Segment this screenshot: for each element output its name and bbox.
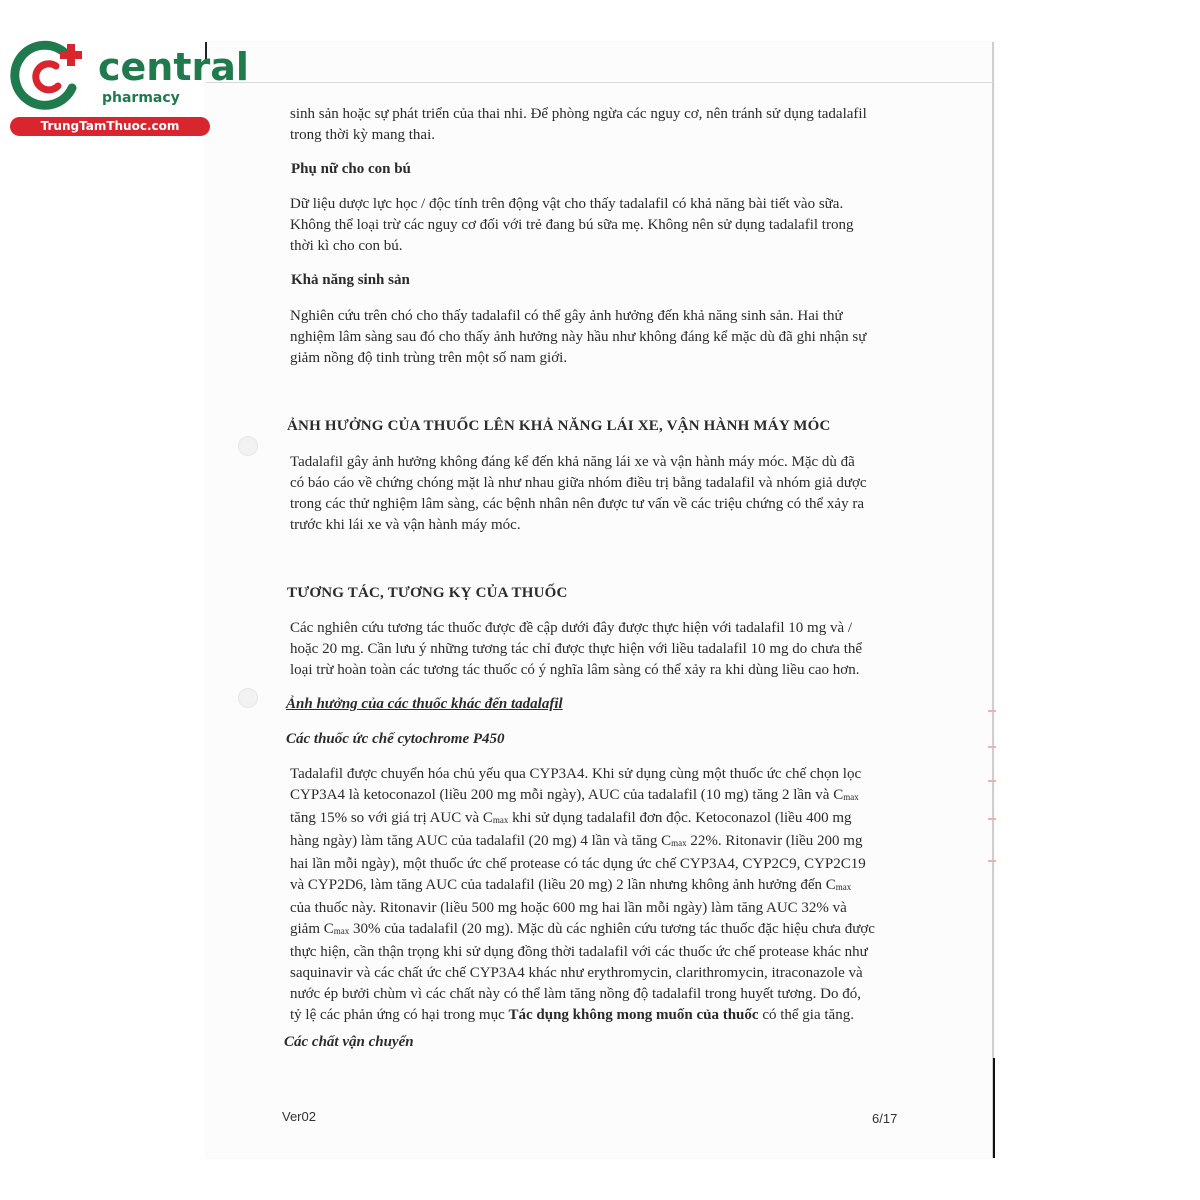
text-line: giảm nồng độ tinh trùng trên một số nam giới. bbox=[290, 350, 568, 366]
heading-fertility: Khả năng sinh sản bbox=[291, 272, 410, 288]
text-line: nghiệm lâm sàng sau đó cho thấy ảnh hưởng này hầu như không đáng kể mặc dù đã ghi nhận sự bbox=[290, 329, 867, 345]
logo-brand: central bbox=[98, 45, 249, 89]
pharmacy-cross-icon bbox=[10, 38, 90, 116]
page-edge bbox=[992, 42, 994, 1158]
text-line: Các nghiên cứu tương tác thuốc được đề cập dưới đây được thực hiện với tadalafil 10 mg và / bbox=[290, 620, 853, 636]
text-line: Không thể loại trừ các nguy cơ đối với trẻ đang bú sữa mẹ. Không nên sử dụng tadalafil trong bbox=[290, 217, 854, 233]
text-line: CYP3A4 là ketoconazol (liều 200 mg mỗi ngày), AUC của tadalafil (10 mg) tăng 2 lần và $C_{max}$ bbox=[290, 787, 859, 803]
text-line: thời kì cho con bú. bbox=[290, 238, 403, 254]
text-line: của thuốc này. Ritonavir (liều 500 mg hoặc 600 mg hai lần mỗi ngày) làm tăng AUC 32% và bbox=[290, 900, 847, 916]
text-line: Nghiên cứu trên chó cho thấy tadalafil có thể gây ảnh hưởng đến khả năng sinh sản. Hai thử bbox=[290, 308, 843, 324]
punch-hole bbox=[238, 436, 258, 456]
text-line: loại trừ hoàn toàn các tương tác thuốc có ý nghĩa lâm sàng có thể xảy ra khi dùng liều cao hơn. bbox=[290, 662, 860, 678]
text-line: Tadalafil được chuyển hóa chủ yếu qua CYP3A4. Khi sử dụng cùng một thuốc ức chế chọn lọc bbox=[290, 766, 862, 782]
text-line: giảm $C_{max}$ 30% của tadalafil (20 mg). Mặc dù các nghiên cứu tương tác thuốc đặc hiệu chưa được bbox=[290, 921, 875, 937]
text-line: Tadalafil gây ảnh hưởng không đáng kể đến khả năng lái xe và vận hành máy móc. Mặc dù đã bbox=[290, 454, 855, 470]
text-line: trước khi lái xe và vận hành máy móc. bbox=[290, 517, 521, 533]
paragraph-cyp450 bbox=[290, 764, 910, 1026]
page-edge bbox=[993, 1058, 995, 1158]
paragraph-driving bbox=[290, 452, 910, 536]
paragraph-pregnancy bbox=[290, 104, 910, 146]
text-line: sinh sản hoặc sự phát triển của thai nhi. Để phòng ngừa các nguy cơ, nên tránh sử dụng tadalafil bbox=[290, 106, 867, 122]
text-line: trong thời kỳ mang thai. bbox=[290, 127, 435, 143]
heading-driving: ẢNH HƯỞNG CỦA THUỐC LÊN KHẢ NĂNG LÁI XE, VẬN HÀNH MÁY MÓC bbox=[287, 418, 831, 434]
text-line: Dữ liệu dược lực học / độc tính trên động vật cho thấy tadalafil có khả năng bài tiết vào sữa. bbox=[290, 196, 844, 212]
text-line: và CYP2D6, làm tăng AUC của tadalafil (liều 20 mg) 2 lần nhưng không ảnh hưởng đến $C_{max}$ bbox=[290, 877, 852, 893]
central-pharmacy-logo bbox=[10, 38, 249, 138]
logo-site-banner: TrungTamThuoc.com bbox=[10, 117, 210, 136]
footer-page-number: 6/17 bbox=[872, 1111, 898, 1126]
adverse-effects-reference: Tác dụng không mong muốn của thuốc bbox=[508, 1007, 759, 1023]
text-line: có báo cáo về chứng chóng mặt là như nhau giữa nhóm điều trị bằng tadalafil và nhóm giả dược bbox=[290, 475, 867, 491]
text-line: tăng 15% so với giá trị AUC và $C_{max}$ khi sử dụng tadalafil đơn độc. Ketoconazol (liều 400 mg bbox=[290, 810, 852, 826]
text-line: hai lần mỗi ngày), một thuốc ức chế protease có tác dụng ức chế CYP3A4, CYP2C9, CYP2C19 bbox=[290, 856, 866, 872]
text-line: thực hiện, cần thận trọng khi sử dụng đồng thời tadalafil với các thuốc ức chế protease khác như bbox=[290, 944, 868, 960]
heading-transporters: Các chất vận chuyển bbox=[284, 1034, 414, 1050]
heading-cyp450-inhibitors: Các thuốc ức chế cytochrome P450 bbox=[286, 731, 505, 747]
heading-other-drugs: Ảnh hưởng của các thuốc khác đến tadalafil bbox=[286, 696, 563, 712]
paragraph-interactions bbox=[290, 618, 910, 681]
scan-fold-line bbox=[206, 82, 994, 83]
text-line: nước ép bưởi chùm vì các chất này có thể làm tăng nồng độ tadalafil trong huyết tương. Do đó, bbox=[290, 986, 861, 1002]
text-line: hoặc 20 mg. Cần lưu ý những tương tác chỉ được thực hiện với liều tadalafil 10 mg do chưa thể bbox=[290, 641, 863, 657]
paragraph-breastfeeding bbox=[290, 194, 910, 257]
paragraph-fertility bbox=[290, 306, 910, 369]
text-line: trong các thử nghiệm lâm sàng, các bệnh nhân nên được tư vấn về các triệu chứng có thể xảy ra bbox=[290, 496, 864, 512]
logo-subtitle: pharmacy bbox=[102, 90, 180, 106]
heading-interactions: TƯƠNG TÁC, TƯƠNG KỴ CỦA THUỐC bbox=[287, 585, 568, 601]
footer-version: Ver02 bbox=[282, 1109, 316, 1124]
heading-breastfeeding: Phụ nữ cho con bú bbox=[291, 161, 411, 177]
text-line: hàng ngày) làm tăng AUC của tadalafil (20 mg) 4 lần và tăng $C_{max}$ 22%. Ritonavir (liều 200 mg bbox=[290, 833, 863, 849]
text-line: saquinavir và các chất ức chế CYP3A4 khác như erythromycin, clarithromycin, itraconazole và bbox=[290, 965, 863, 981]
stamp-marks bbox=[986, 700, 1000, 890]
text-line: tỷ lệ các phản ứng có hại trong mục Tác dụng không mong muốn của thuốc có thể gia tăng. bbox=[290, 1007, 854, 1023]
punch-hole bbox=[238, 688, 258, 708]
